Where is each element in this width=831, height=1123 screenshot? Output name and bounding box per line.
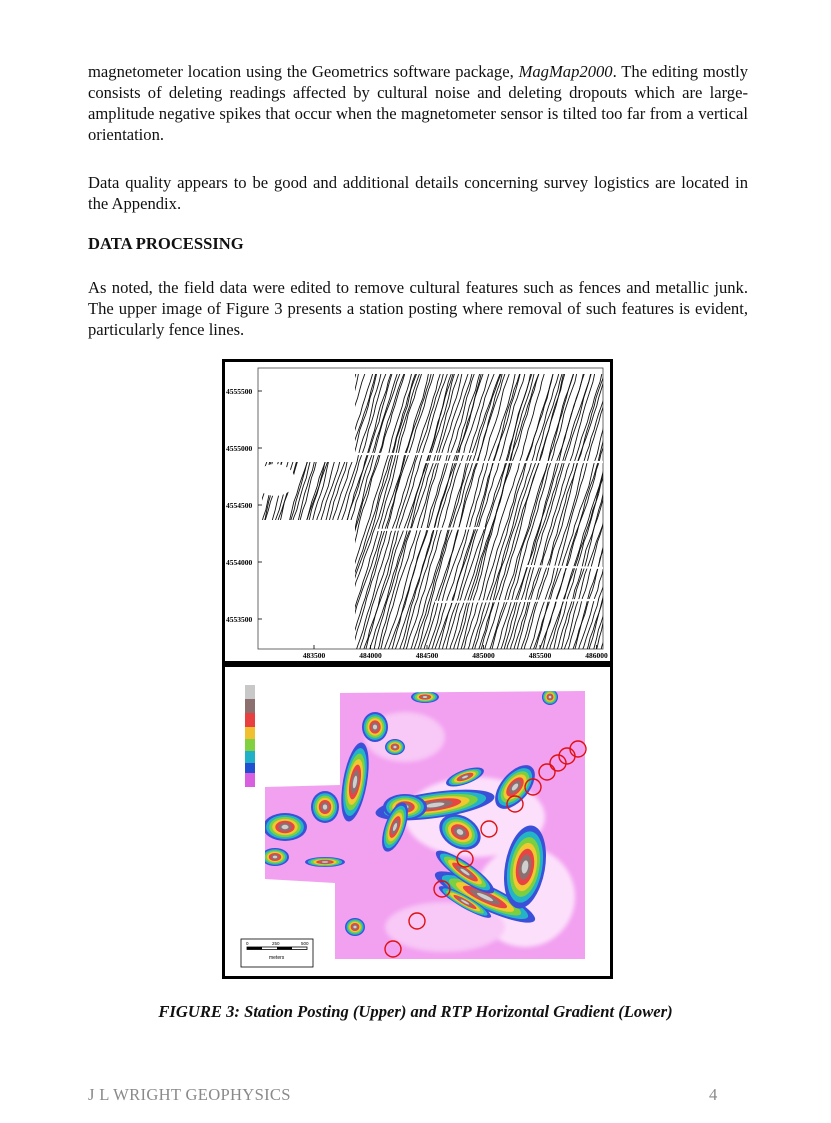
survey-trace	[273, 362, 359, 661]
gradient-anomaly	[385, 739, 405, 755]
survey-trace	[604, 362, 610, 661]
data-gap	[435, 600, 595, 602]
footer-page-number: 4	[709, 1085, 718, 1104]
survey-trace	[295, 362, 387, 661]
y-tick-label: 4555500	[226, 387, 253, 396]
rtp-gradient-map	[225, 667, 610, 976]
survey-trace	[291, 362, 381, 661]
survey-trace	[313, 362, 405, 661]
y-tick-label: 4554500	[226, 501, 253, 510]
scale-tick-500: 500	[301, 941, 309, 946]
survey-trace	[593, 362, 610, 661]
survey-trace	[493, 362, 581, 661]
survey-trace	[435, 362, 526, 661]
software-name: MagMap2000	[518, 62, 613, 81]
data-gap	[255, 464, 295, 496]
survey-trace	[287, 362, 379, 661]
survey-trace	[302, 362, 396, 661]
gradient-anomaly	[311, 791, 339, 823]
y-tick-label: 4554000	[226, 558, 253, 567]
gradient-anomaly	[305, 857, 345, 867]
survey-trace	[277, 362, 365, 661]
gradient-anomaly	[362, 712, 388, 742]
x-tick-label: 483500	[302, 651, 326, 660]
color-legend	[245, 685, 255, 787]
survey-trace	[471, 362, 564, 661]
survey-trace	[608, 362, 610, 661]
x-tick-label: 484000	[359, 651, 382, 660]
survey-trace	[320, 362, 410, 661]
paragraph-editing: magnetometer location using the Geometrics software package, MagMap2000. The editing mostly consists of deleting readings affected by cultural noise and deleting dropouts which are large-amplitude negative spikes that occur when the magnetometer sensor is tilted too far from a vertical orientation.	[88, 62, 749, 144]
survey-trace	[568, 362, 610, 661]
data-gap	[525, 566, 605, 568]
survey-trace	[460, 362, 548, 661]
scale-tick-0: 0	[246, 941, 249, 946]
gradient-anomaly	[263, 813, 307, 841]
gradient-anomaly	[411, 691, 439, 703]
gradient-anomaly	[345, 918, 365, 936]
rtp-gradient-figure	[222, 664, 613, 979]
station-posting-figure	[222, 359, 613, 664]
y-tick-label: 4555000	[226, 444, 253, 453]
survey-trace	[284, 362, 378, 661]
section-heading: DATA PROCESSING	[88, 234, 244, 253]
survey-trace	[241, 362, 330, 661]
scale-tick-250: 250	[272, 941, 280, 946]
survey-trace	[255, 362, 349, 661]
gradient-anomaly	[542, 689, 558, 705]
x-tick-label: 484500	[415, 651, 439, 660]
x-tick-label: 486000	[585, 651, 608, 660]
gradient-anomaly	[261, 848, 289, 866]
y-tick-label: 4553500	[226, 615, 253, 624]
survey-trace	[338, 362, 427, 661]
scale-unit: meters	[269, 955, 285, 961]
survey-trace	[345, 362, 433, 661]
figure-caption: FIGURE 3: Station Posting (Upper) and RTP Horizontal Gradient (Lower)	[158, 1002, 673, 1021]
survey-trace	[248, 362, 338, 661]
survey-trace	[385, 362, 479, 661]
footer-company: J L WRIGHT GEOPHYSICS	[88, 1085, 291, 1104]
survey-trace	[453, 362, 544, 661]
survey-trace	[446, 362, 535, 661]
survey-trace	[597, 362, 610, 661]
station-posting-plot	[225, 362, 610, 661]
x-tick-label: 485000	[472, 651, 495, 660]
x-tick-label: 485500	[528, 651, 552, 660]
paragraph-data-quality: Data quality appears to be good and additional details concerning survey logistics are located in the Appendix.	[88, 173, 748, 213]
paragraph-processing: As noted, the field data were edited to remove cultural features such as fences and metallic junk. The upper image of Figure 3 presents a station posting where removal of such features is evident, particularly fence lines.	[88, 278, 748, 339]
survey-trace	[259, 362, 348, 661]
survey-trace	[601, 362, 610, 661]
scale-bar	[241, 939, 313, 967]
